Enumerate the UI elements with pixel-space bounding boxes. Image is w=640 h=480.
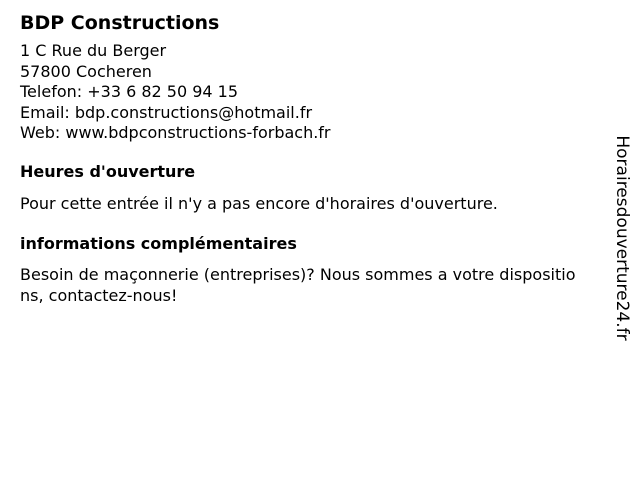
website-address: Web: www.bdpconstructions-forbach.fr bbox=[20, 123, 331, 142]
email-address: Email: bdp.constructions@hotmail.fr bbox=[20, 102, 313, 122]
address-city: 57800 Cocheren bbox=[20, 61, 152, 81]
business-name: BDP Constructions bbox=[20, 12, 220, 34]
site-brand-watermark: Horairesdouverture24.fr bbox=[612, 135, 632, 341]
phone-number: Telefon: +33 6 82 50 94 15 bbox=[20, 82, 239, 101]
additional-info-text: Besoin de maçonnerie (entreprises)? Nous sommes a votre dispositions, contactez-nous! bbox=[20, 264, 576, 305]
additional-info-heading: informations complémentaires bbox=[20, 233, 297, 253]
address-street: 1 C Rue du Berger bbox=[20, 41, 167, 60]
opening-hours-text: Pour cette entrée il n'y a pas encore d'horaires d'ouverture. bbox=[20, 193, 498, 213]
opening-hours-heading: Heures d'ouverture bbox=[20, 161, 196, 181]
business-listing bbox=[20, 10, 585, 306]
